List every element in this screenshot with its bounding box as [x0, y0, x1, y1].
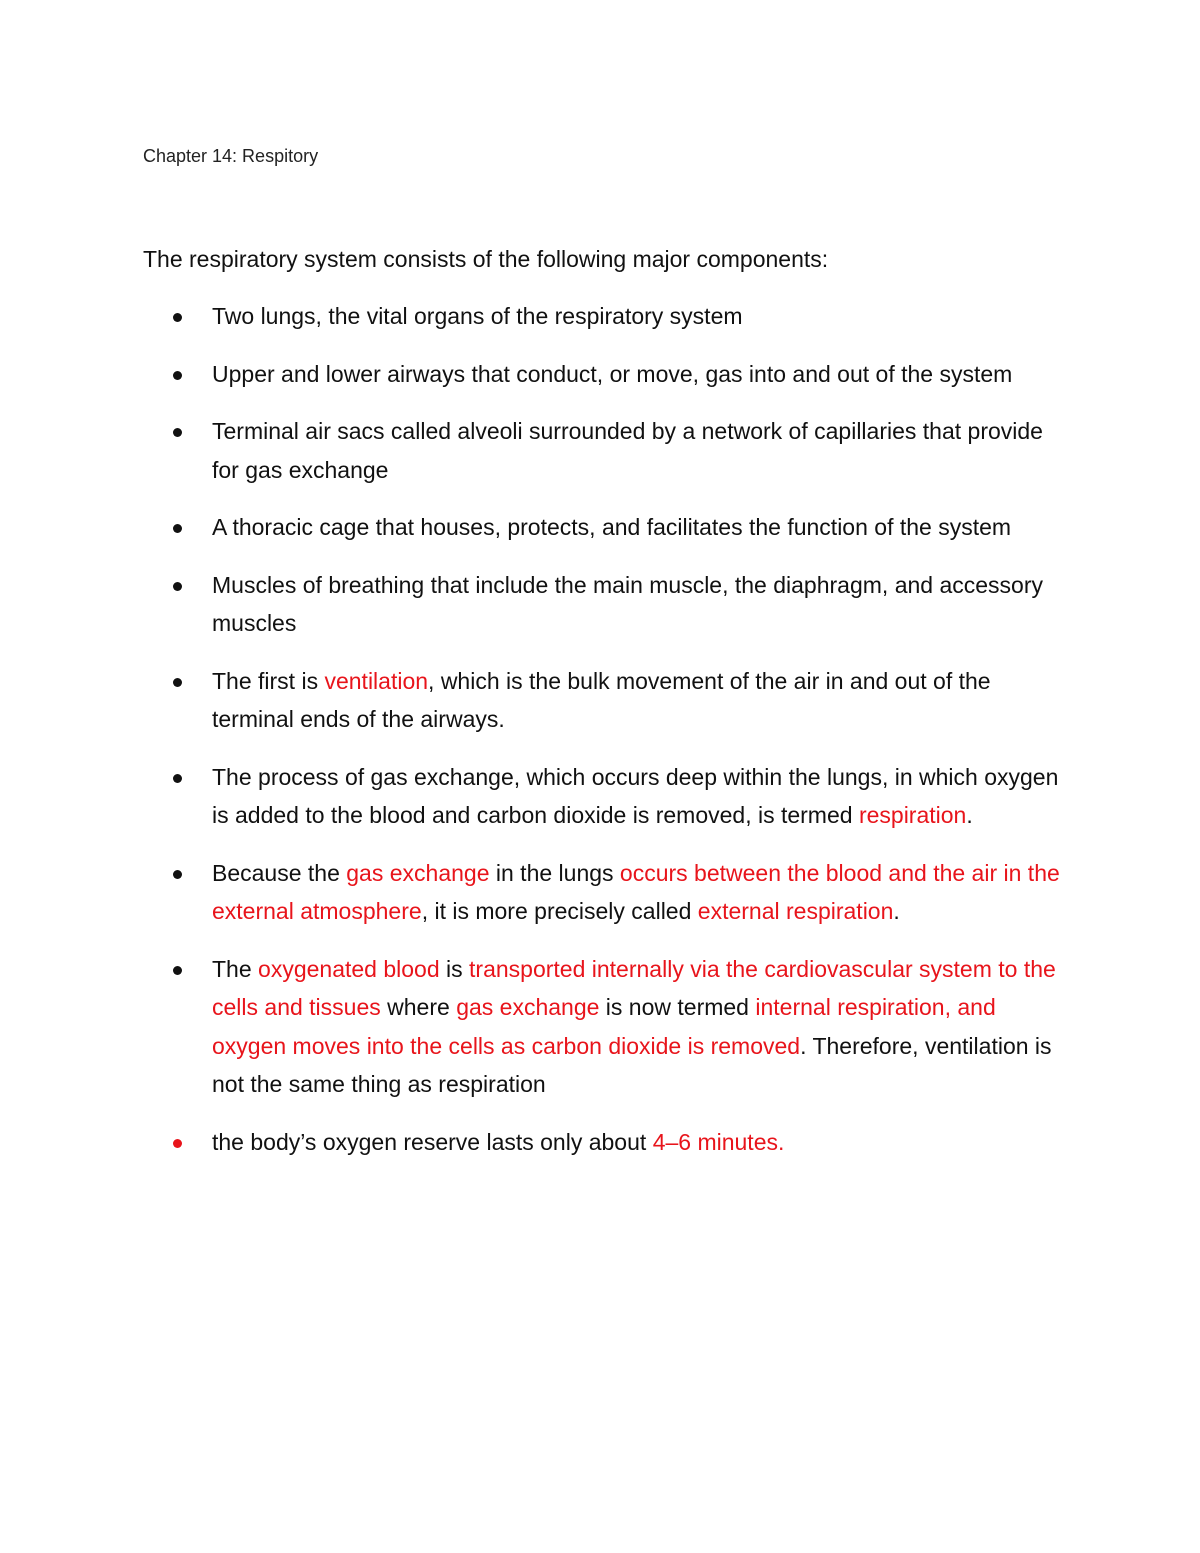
bullet-text: [212, 1129, 784, 1155]
highlighted-text: transported internally via the cardiovascular system to the cells and tissues: [212, 955, 1056, 1020]
chapter-title: Chapter 14: Respitory: [143, 146, 319, 166]
bullet-text: [212, 572, 1043, 637]
body-text: Because the: [212, 859, 347, 886]
bullet-item: [143, 355, 1063, 394]
highlighted-text: oxygenated blood: [258, 955, 440, 982]
bullet-item: [143, 950, 1063, 1104]
bullet-text: [212, 668, 991, 733]
bullet-text: [212, 303, 743, 329]
body-text: is: [439, 955, 470, 982]
bullet-text: [212, 860, 1060, 925]
highlighted-text: 4–6 minutes.: [652, 1128, 785, 1155]
bullet-text: [212, 514, 1011, 540]
bullet-item: [143, 854, 1063, 931]
body-text: The process of gas exchange, which occurs deep within the lungs, in which oxygen is added to the blood and carbon dioxide is removed, is termed: [212, 763, 1059, 828]
highlighted-text: external respiration: [697, 898, 894, 924]
highlighted-text: gas exchange: [346, 859, 490, 886]
bullet-icon: [173, 678, 182, 687]
bullet-icon: [173, 524, 182, 533]
body-text: .: [893, 898, 900, 924]
bullet-item: [143, 508, 1063, 547]
body-text: Two lungs, the vital organs of the respiratory system: [212, 303, 743, 329]
bullet-item: [143, 297, 1063, 336]
body-text: . Therefore, ventilation is not the same thing as respiration: [212, 1032, 1052, 1097]
red-bullet-icon: [173, 1139, 182, 1148]
bullet-icon: [173, 371, 182, 380]
body-text: Muscles of breathing that include the main muscle, the diaphragm, and accessory muscles: [212, 571, 1043, 636]
body-text: .: [966, 802, 973, 828]
highlighted-text: respiration: [858, 802, 967, 828]
bullet-item: [143, 566, 1063, 643]
bullet-item: [143, 662, 1063, 739]
body-text: The: [212, 955, 259, 982]
body-text: A thoracic cage that houses, protects, and facilitates the function of the system: [212, 514, 1012, 540]
bullet-list: [143, 297, 1063, 1180]
highlighted-text: ventilation: [324, 667, 429, 694]
body-text: Terminal air sacs called alveoli surrounded by a network of capillaries that provide for gas exchange: [212, 418, 1043, 483]
bullet-item: [143, 1123, 1063, 1162]
body-text: , which is the bulk movement of the air in and out of the terminal ends of the airways.: [212, 667, 991, 732]
bullet-icon: [173, 774, 182, 783]
highlighted-text: occurs between the blood and the air in the external atmosphere: [212, 859, 1060, 924]
bullet-item: [143, 758, 1063, 835]
body-text: where: [380, 994, 457, 1020]
bullet-icon: [173, 428, 182, 437]
bullet-text: [212, 418, 1043, 483]
body-text: the body’s oxygen reserve lasts only about: [212, 1128, 653, 1155]
highlighted-text: gas exchange: [456, 994, 600, 1020]
body-text: , it is more precisely called: [421, 898, 698, 924]
highlighted-text: internal respiration, and oxygen moves into the cells as carbon dioxide is removed: [212, 994, 996, 1059]
bullet-icon: [173, 313, 182, 322]
bullet-icon: [173, 582, 182, 591]
body-text: The first is: [212, 667, 325, 694]
bullet-text: [212, 361, 1012, 387]
bullet-icon: [173, 966, 182, 975]
bullet-icon: [173, 870, 182, 879]
bullet-item: [143, 412, 1063, 489]
body-text: is now termed: [599, 994, 756, 1020]
bullet-text: [212, 956, 1056, 1098]
bullet-text: [212, 764, 1058, 829]
body-text: Upper and lower airways that conduct, or move, gas into and out of the system: [212, 360, 1013, 387]
body-text: in the lungs: [489, 859, 620, 886]
intro-paragraph: The respiratory system consists of the following major components:: [143, 246, 829, 272]
